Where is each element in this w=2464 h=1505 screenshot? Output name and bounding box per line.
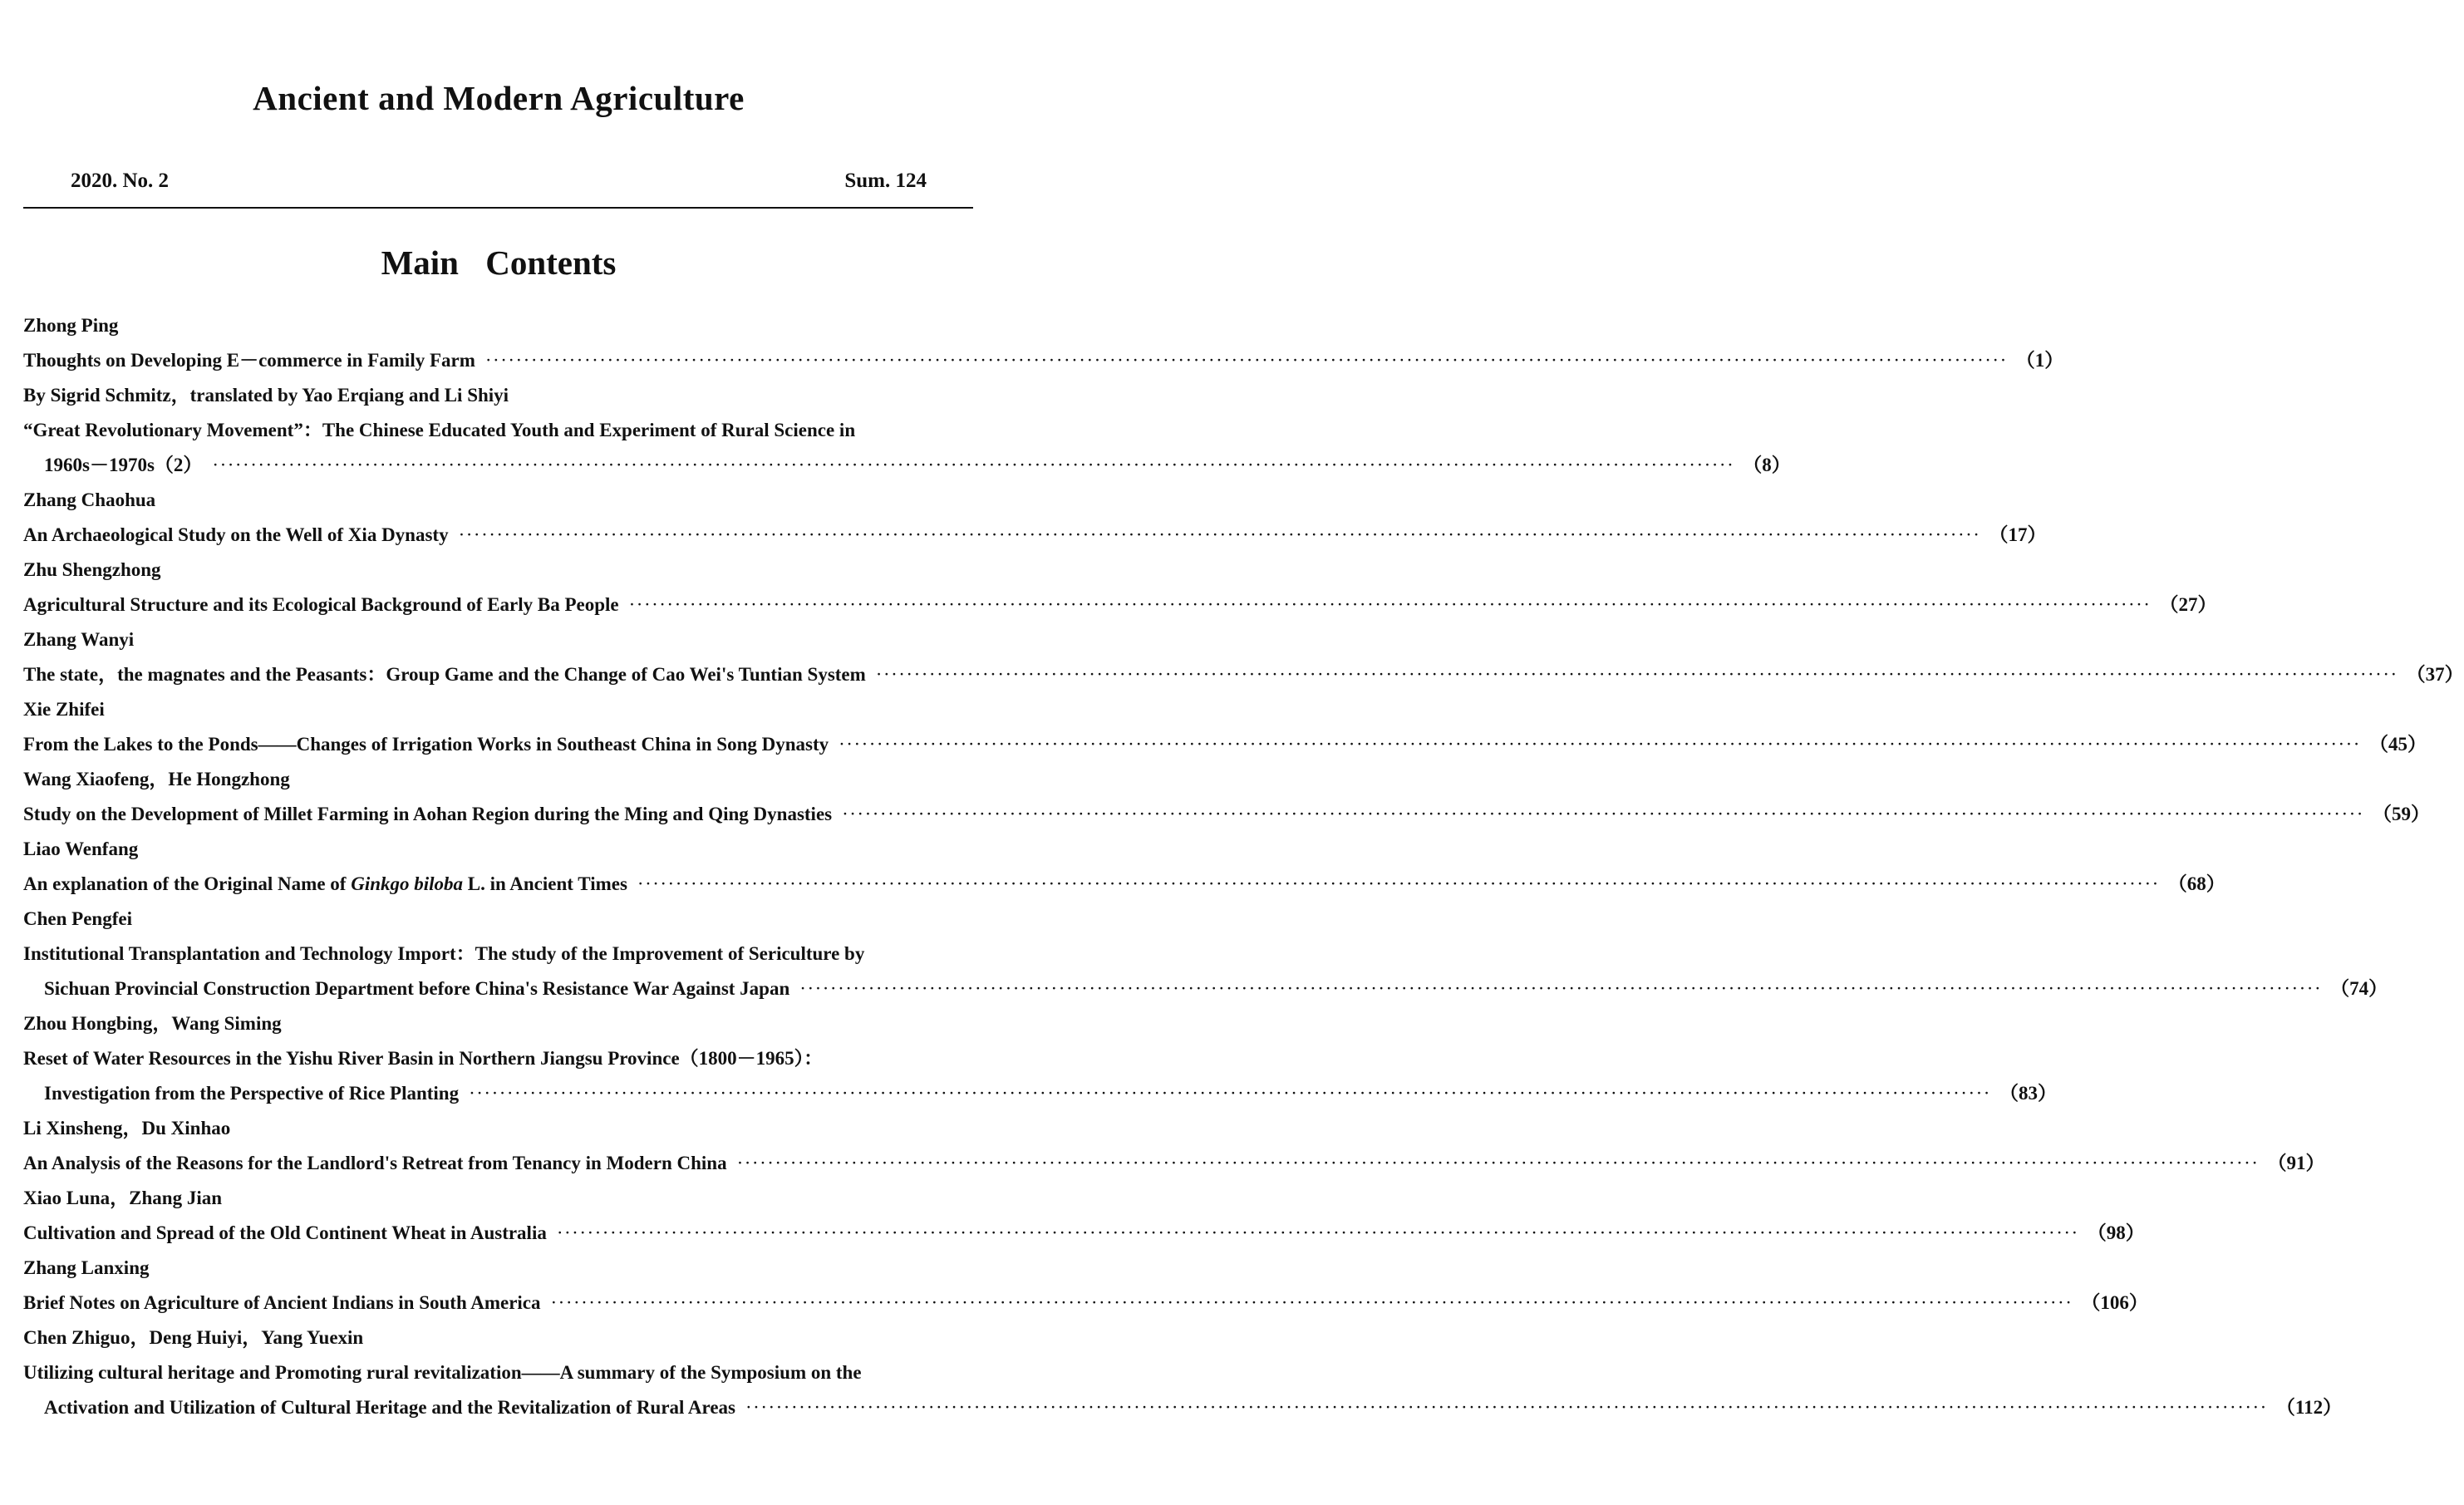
toc-title: Utilizing cultural heritage and Promoting rural revitalization——A summary of the Symposium on the	[23, 1362, 862, 1383]
toc-title: The state，the magnates and the Peasants：Group Game and the Change of Cao Wei's Tuntian System	[23, 664, 866, 685]
toc-author: Li Xinsheng，Du Xinhao	[23, 1118, 231, 1139]
toc-author: Xie Zhifei	[23, 699, 105, 720]
leader-dots: ········································································································································································································	[469, 1083, 1991, 1104]
toc-title: Institutional Transplantation and Technology Import：The study of the Improvement of Sericulture by	[23, 943, 865, 964]
toc-author: Wang Xiaofeng，He Hongzhong	[23, 769, 290, 789]
leader-dots: ········································································································································································································	[458, 524, 1981, 545]
toc-title: Agricultural Structure and its Ecological Background of Early Ba People	[23, 594, 619, 615]
toc-entry-continuation[interactable]	[23, 1390, 2343, 1425]
toc-page-number: （112）	[2275, 1397, 2343, 1418]
toc-entry[interactable]	[23, 1355, 973, 1390]
toc-author: Zhang Wanyi	[23, 629, 135, 650]
toc-title: 1960s－1970s（2）	[44, 455, 203, 475]
toc-author: Zhou Hongbing，Wang Siming	[23, 1013, 282, 1034]
toc-page-number: （1）	[2015, 350, 2064, 371]
journal-title: Ancient and Modern Agriculture	[253, 79, 745, 117]
toc-title-suffix: L. in Ancient Times	[463, 873, 627, 894]
toc-author: Zhang Chaohua	[23, 489, 156, 510]
toc-author: Liao Wenfang	[23, 839, 139, 859]
toc-entry[interactable]	[23, 413, 973, 448]
toc-entry[interactable]	[23, 518, 2047, 553]
toc-author: Zhang Lanxing	[23, 1257, 150, 1278]
toc-title: Investigation from the Perspective of Rice Planting	[44, 1083, 460, 1104]
toc-title-species: Ginkgo biloba	[351, 873, 464, 894]
toc-title: From the Lakes to the Ponds——Changes of Irrigation Works in Southeast China in Song Dynasty	[23, 734, 829, 755]
leader-dots: ········································································································································································································	[875, 664, 2398, 685]
toc-entry[interactable]	[23, 588, 2217, 622]
toc-title: Study on the Development of Millet Farming in Aohan Region during the Ming and Qing Dynasties	[23, 804, 833, 824]
toc-page-number: （37）	[2406, 664, 2464, 685]
toc-title	[23, 867, 627, 902]
toc-page-number: （17）	[1989, 524, 2047, 545]
toc-entry[interactable]	[23, 727, 2427, 762]
leader-dots: ········································································································································································································	[839, 734, 2361, 755]
toc-page-number: （106）	[2081, 1292, 2148, 1313]
toc-author: Chen Zhiguo，Deng Huiyi，Yang Yuexin	[23, 1327, 364, 1348]
leader-dots: ········································································································································································································	[550, 1292, 2073, 1313]
toc-author: Zhong Ping	[23, 315, 119, 336]
toc-page-number: （45）	[2368, 734, 2427, 755]
toc-title: Thoughts on Developing E－commerce in Family Farm	[23, 350, 475, 371]
toc-title: An Archaeological Study on the Well of Xia Dynasty	[23, 524, 449, 545]
toc-entry[interactable]	[23, 657, 2464, 692]
leader-dots: ········································································································································································································	[799, 978, 2323, 999]
toc-title: Cultivation and Spread of the Old Continent Wheat in Australia	[23, 1222, 547, 1243]
leader-dots: ········································································································································································································	[736, 1153, 2260, 1173]
sum-number: Sum. 124	[844, 170, 927, 192]
toc-author: Zhu Shengzhong	[23, 559, 161, 580]
toc-page-number: （91）	[2267, 1153, 2325, 1173]
contents-heading: Main Contents	[381, 243, 617, 282]
toc-title: Brief Notes on Agriculture of Ancient Indians in South America	[23, 1292, 541, 1313]
toc-entry[interactable]	[23, 1216, 2145, 1251]
header-rule	[23, 207, 973, 209]
toc-title-prefix: An explanation of the Original Name of	[23, 873, 352, 894]
toc-page-number: （8）	[1743, 455, 1791, 475]
toc-entry[interactable]	[23, 867, 2225, 902]
toc-entry[interactable]	[23, 1286, 2148, 1321]
toc-title: Reset of Water Resources in the Yishu River Basin in Northern Jiangsu Province（1800－1965）：	[23, 1048, 824, 1069]
issue-number: 2020. No. 2	[71, 170, 170, 192]
toc-page-number: （59）	[2372, 804, 2430, 824]
toc-entry[interactable]	[23, 937, 973, 971]
toc-page-number: （98）	[2087, 1222, 2145, 1243]
leader-dots: ········································································································································································································	[842, 804, 2364, 824]
toc-title: Activation and Utilization of Cultural Heritage and the Revitalization of Rural Areas	[44, 1397, 735, 1418]
leader-dots: ········································································································································································································	[637, 873, 2160, 894]
toc-page-number: （68）	[2167, 873, 2225, 894]
toc-entry[interactable]	[23, 1041, 973, 1076]
toc-author: Chen Pengfei	[23, 908, 132, 929]
toc-author: By Sigrid Schmitz，translated by Yao Erqiang and Li Shiyi	[23, 385, 509, 406]
toc-entry-continuation[interactable]	[23, 448, 1791, 483]
toc-page-number: （74）	[2330, 978, 2388, 999]
toc-title: An Analysis of the Reasons for the Landlord's Retreat from Tenancy in Modern China	[23, 1153, 727, 1173]
toc-page-number: （83）	[1999, 1083, 2057, 1104]
toc-entry-continuation[interactable]	[23, 1076, 2057, 1111]
leader-dots: ········································································································································································································	[745, 1397, 2268, 1418]
toc-entry[interactable]	[23, 1146, 2325, 1181]
leader-dots: ········································································································································································································	[212, 455, 1735, 475]
toc-entry-continuation[interactable]	[23, 971, 2388, 1006]
toc-entry[interactable]	[23, 797, 2430, 832]
leader-dots: ········································································································································································································	[628, 594, 2152, 615]
leader-dots: ········································································································································································································	[484, 350, 2008, 371]
toc-title: Sichuan Provincial Construction Department before China's Resistance War Against Japan	[44, 978, 790, 999]
leader-dots: ········································································································································································································	[556, 1222, 2079, 1243]
table-of-contents	[23, 308, 2464, 1425]
toc-title: “Great Revolutionary Movement”：The Chinese Educated Youth and Experiment of Rural Science in	[23, 420, 856, 440]
toc-author: Xiao Luna，Zhang Jian	[23, 1188, 223, 1208]
toc-entry[interactable]	[23, 343, 2064, 378]
toc-page-number: （27）	[2159, 594, 2217, 615]
